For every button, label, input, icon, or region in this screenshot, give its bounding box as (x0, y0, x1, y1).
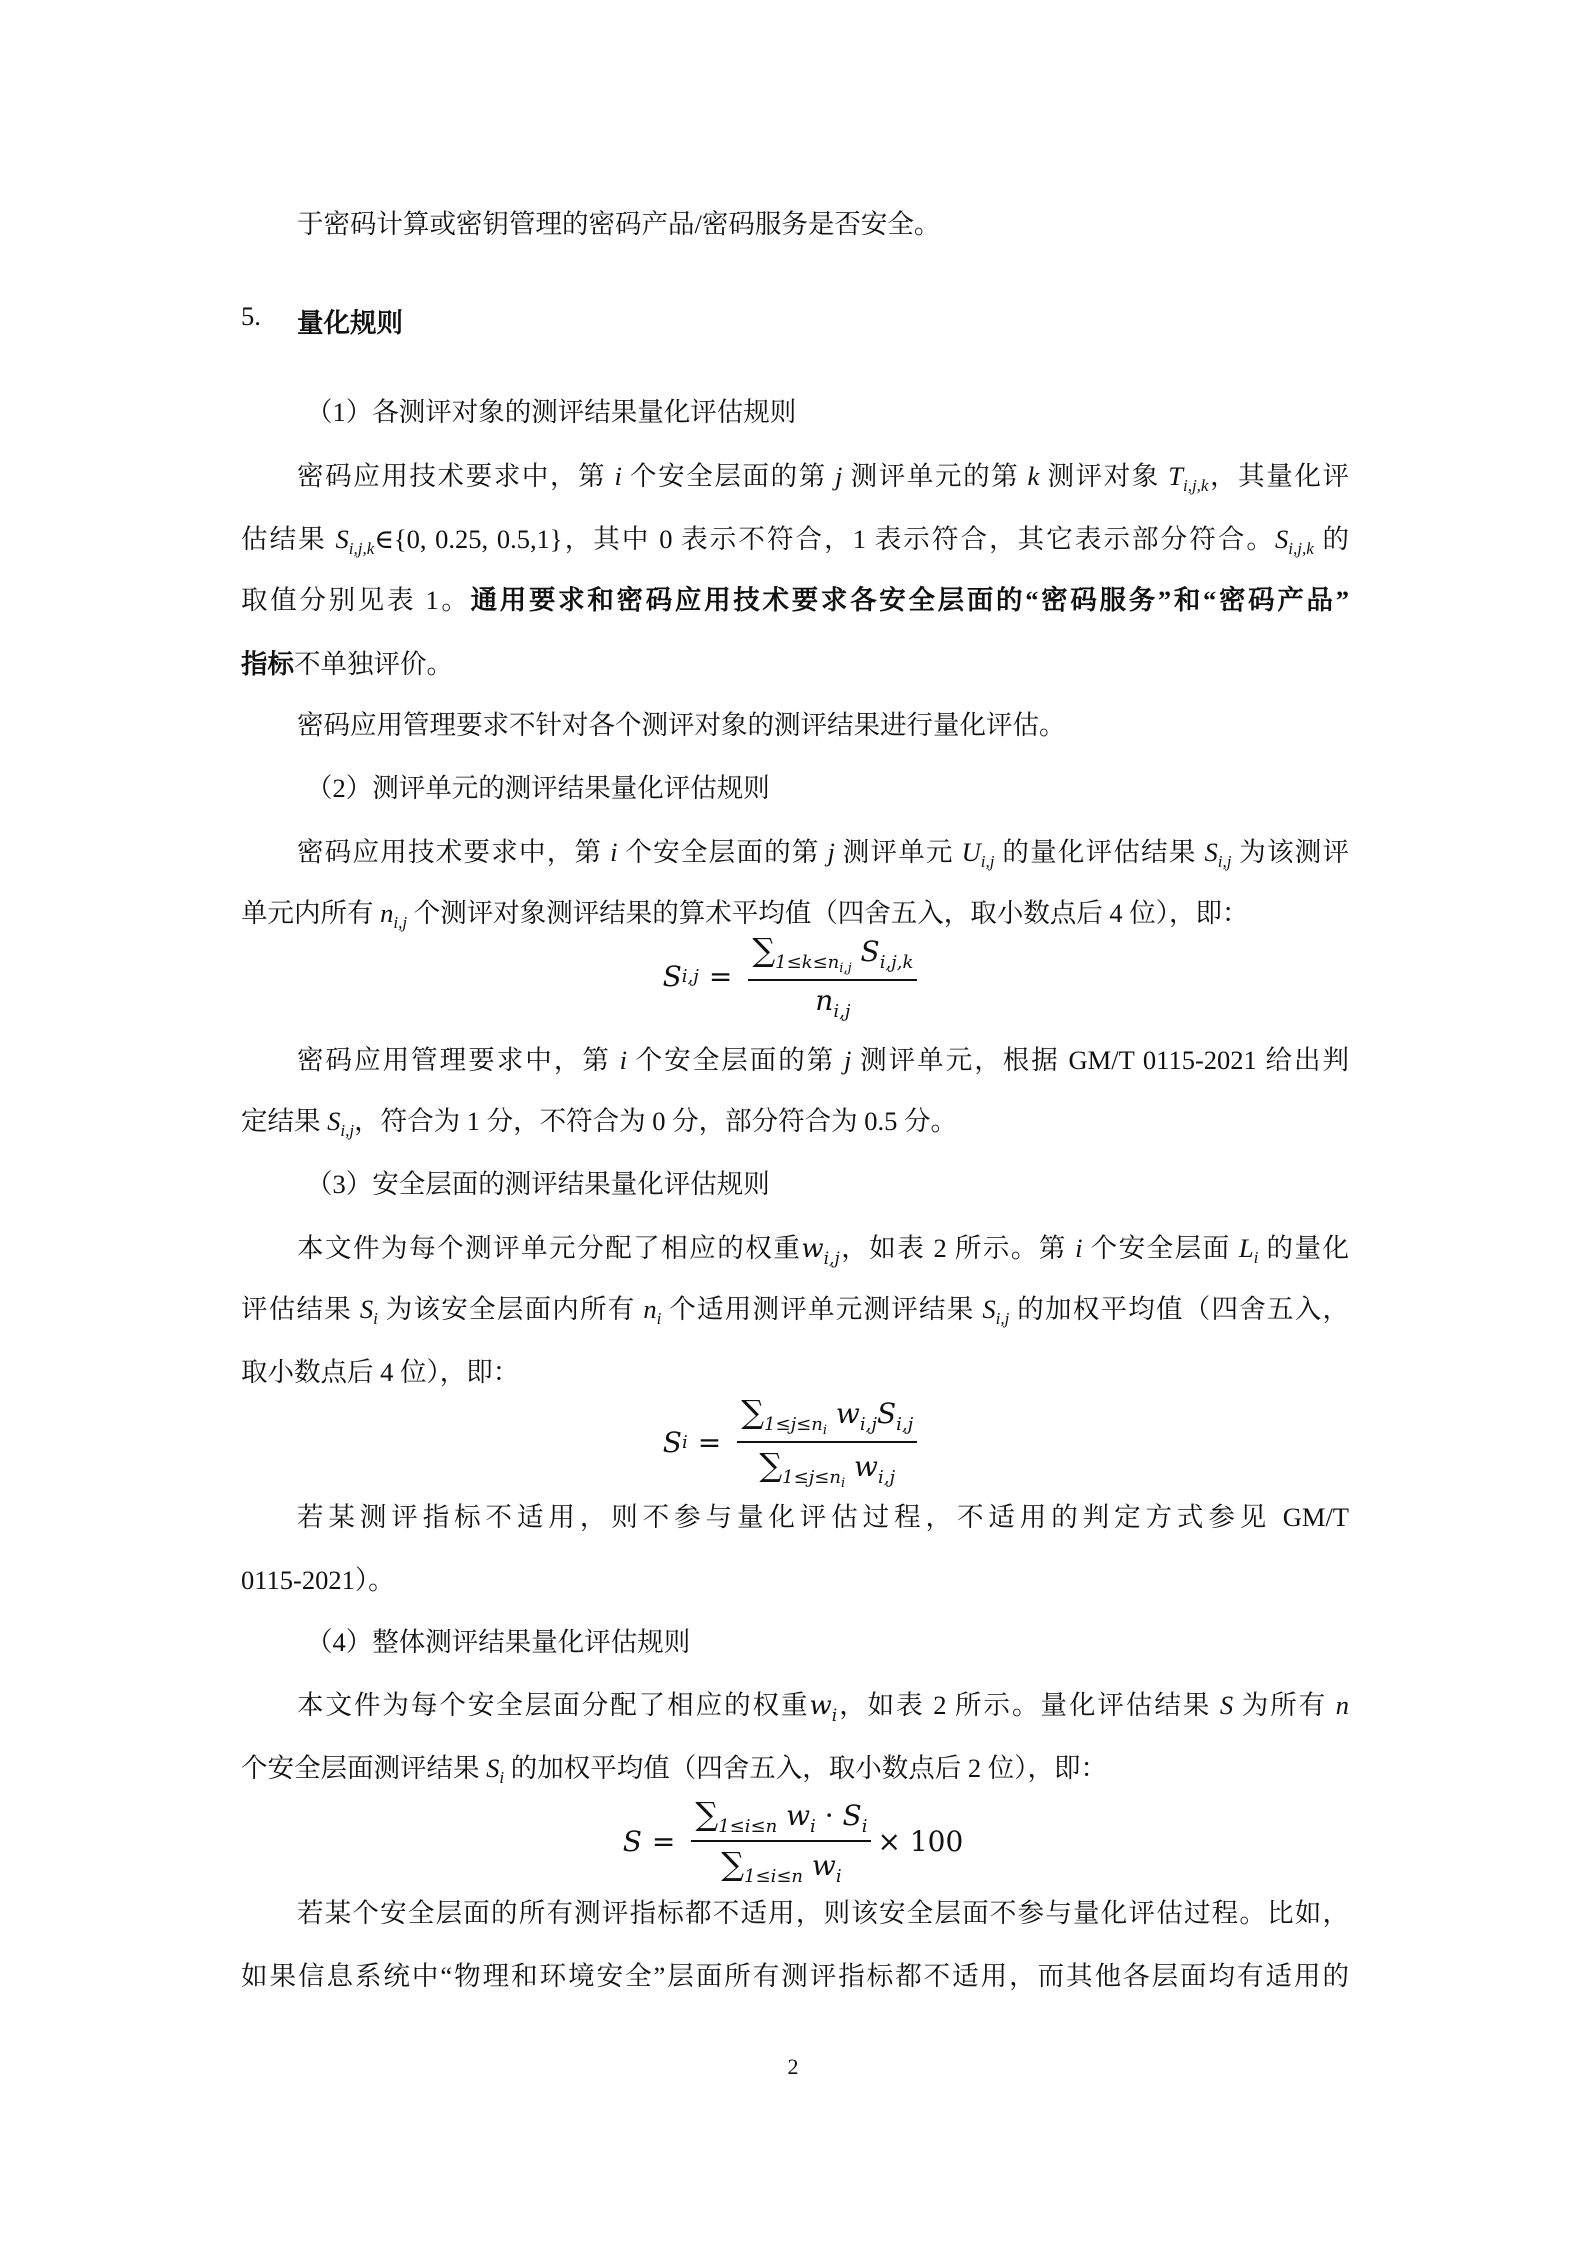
text-run: （2）测评单元的测评结果量化评估规则 (306, 773, 770, 803)
paragraph-line (297, 1042, 1349, 1078)
text-run: 为所有 (1233, 1690, 1336, 1720)
math-variable: k (1027, 461, 1040, 491)
text-run: 为该安全层面内所有 (377, 1294, 644, 1324)
subscript: 1≤j≤n (782, 1467, 841, 1488)
subscript: i,j (896, 1414, 914, 1435)
numerator (748, 931, 917, 981)
text-run: 密码应用管理要求中，第 (297, 1045, 620, 1075)
text-run: 若某测评指标不适用，则不参与量化评估过程，不适用的判定方式参见 GM/T (297, 1502, 1349, 1532)
subscript: i,j (878, 1467, 896, 1488)
math-variable: S (1275, 524, 1289, 554)
subscript: 1≤i≤n (744, 1866, 803, 1887)
subscript: i (822, 1423, 828, 1438)
math-variable: S (1204, 837, 1218, 867)
equals-sign: = (651, 1824, 676, 1858)
text-run: 本文件为每个测评单元分配了相应的权重 (297, 1233, 802, 1263)
text-run: w (803, 1849, 836, 1882)
paragraph-line (297, 458, 1349, 494)
math-variable: S (327, 1106, 341, 1136)
paragraph-line (241, 1354, 1349, 1390)
subscript: i,j (1217, 852, 1232, 871)
denominator (811, 981, 854, 1022)
bold-text: 指标 (241, 649, 294, 679)
subscript: i,j,k (1288, 539, 1314, 558)
text-run: 密码应用管理要求不针对各个测评对象的测评结果进行量化评估。 (297, 710, 1066, 740)
numerator (691, 1795, 871, 1842)
subscript: i,j,k (879, 951, 914, 973)
text-run: （1）各测评对象的测评结果量化评估规则 (306, 397, 797, 427)
text-run: 测评单元 (834, 837, 962, 867)
text-run: 的加权平均值（四舍五入， (1009, 1294, 1350, 1324)
subscript: i (810, 1816, 816, 1837)
subscript: i (681, 1431, 688, 1453)
math-variable: n (1335, 1690, 1350, 1720)
subscript: i,j (823, 1249, 840, 1269)
subscript: i,j (681, 965, 699, 987)
math-variable: j (835, 461, 843, 491)
math-variable: j (844, 1045, 852, 1075)
numerator (737, 1393, 917, 1443)
page-number: 2 (787, 2054, 799, 2079)
paragraph-line (241, 895, 1349, 931)
text-run: ∈{0, 0.25, 0.5,1}，其中 0 表示不符合，1 表示符合，其它表示部分符合。 (374, 524, 1276, 554)
fraction (748, 931, 917, 1022)
math-variable: i (610, 837, 618, 867)
text-run: ，如表 2 所示。第 (839, 1233, 1076, 1263)
subscript: i (835, 1866, 842, 1887)
subscript: 1≤j≤n (764, 1414, 823, 1435)
math-variable: S (335, 524, 349, 554)
paragraph-line (306, 1166, 1414, 1202)
subscript: i,j (393, 913, 408, 932)
equation-lhs: S (622, 1824, 642, 1858)
text-run: 定结果 (241, 1106, 328, 1136)
subscript: i,j (839, 960, 852, 976)
equals-sign: = (708, 959, 733, 993)
math-variable: S (982, 1294, 996, 1324)
text-run: ∑ (741, 1393, 765, 1431)
paragraph-line (297, 206, 1349, 242)
text-run: 个安全层面的第 (621, 461, 836, 491)
text-run: S (842, 1799, 862, 1832)
subscript: i (656, 1309, 662, 1328)
text-run: 个安全层面的第 (626, 1045, 845, 1075)
subscript: i,j,k (1182, 476, 1209, 495)
text-run: w (777, 1799, 811, 1832)
text-run: 密码应用技术要求中，第 (297, 837, 611, 867)
paragraph-line (297, 1895, 1349, 1931)
paragraph-line (297, 834, 1349, 870)
text-run: 个测评对象测评结果的算术平均值（四舍五入，取小数点后 4 位），即： (407, 898, 1249, 928)
subscript: i (831, 1706, 838, 1726)
subscript: i (861, 1816, 868, 1837)
text-run: 如果信息系统中“物理和环境安全”层面所有测评指标都不适用，而其他各层面均有适用的 (241, 1961, 1349, 1991)
equation-lhs: S (662, 959, 682, 993)
paragraph-line (241, 582, 1349, 618)
subscript: i (840, 1476, 846, 1491)
text-run: 取小数点后 4 位），即： (241, 1357, 520, 1387)
math-variable: i (619, 1045, 627, 1075)
paragraph-line (297, 1499, 1349, 1535)
text-run: 0115-2021）。 (241, 1565, 395, 1595)
subscript: 1≤k≤n (775, 951, 840, 973)
text-run: 密码应用技术要求中，第 (297, 461, 615, 491)
fraction (737, 1393, 917, 1491)
text-run: S (876, 1397, 897, 1430)
math-variable: w (809, 1691, 832, 1721)
subscript: i,j,k (348, 539, 375, 558)
text-run: 个安全层面 (1082, 1233, 1239, 1263)
text-run: ∑ (759, 1446, 783, 1484)
paragraph-line (241, 521, 1349, 557)
text-run: 不单独评价。 (294, 649, 453, 679)
subscript: i,j (340, 1121, 355, 1140)
bold-text: 通用要求和密码应用技术要求各安全层面的“密码服务”和“密码产品” (470, 585, 1350, 615)
text-run: 的量化 (1258, 1233, 1350, 1263)
text-run: ，其量化评 (1208, 461, 1350, 491)
subscript: i,j (833, 1000, 851, 1022)
math-variable: w (801, 1234, 824, 1264)
text-run: 本文件为每个安全层面分配了相应的权重 (297, 1690, 810, 1720)
subscript: i,j (995, 1309, 1010, 1328)
paragraph-line (241, 1750, 1349, 1786)
equation-lhs: S (662, 1425, 682, 1459)
paragraph-line (306, 1624, 1414, 1660)
text-run: 个安全层面测评结果 (241, 1753, 487, 1783)
subscript: 1≤i≤n (718, 1816, 778, 1837)
math-variable: i (1075, 1233, 1083, 1263)
paragraph-line (241, 1103, 1349, 1139)
text-run: 的加权平均值（四舍五入，取小数点后 2 位），即： (504, 1753, 1107, 1783)
math-variable: S (1219, 1690, 1234, 1720)
text-run: S (851, 934, 880, 968)
equation (0, 1393, 1586, 1491)
text-run: 单元内所有 (241, 898, 381, 928)
paragraph-line (241, 1958, 1349, 1994)
text-run: 评估结果 (241, 1294, 360, 1324)
text-run: n (815, 983, 834, 1017)
text-run: 估结果 (241, 524, 336, 554)
math-variable: U (961, 837, 981, 867)
text-run: （3）安全层面的测评结果量化评估规则 (306, 1169, 770, 1199)
paragraph-line (241, 646, 1349, 682)
math-variable: S (486, 1753, 500, 1783)
equals-sign: = (697, 1425, 722, 1459)
math-variable: S (359, 1294, 374, 1324)
section-title: 量化规则 (297, 308, 403, 338)
text-run: 若某个安全层面的所有测评指标都不适用，则该安全层面不参与量化评估过程。比如， (297, 1898, 1349, 1928)
paragraph-line (306, 770, 1414, 806)
text-run: 取值分别见表 1。 (241, 585, 471, 615)
text-run: 个安全层面的第 (617, 837, 828, 867)
paragraph-line (241, 1562, 1349, 1598)
text-run: ∑ (695, 1795, 719, 1833)
text-run: 的 (1313, 524, 1349, 554)
text-run: ∑ (752, 930, 776, 969)
subscript: i,j (980, 852, 995, 871)
paragraph-line (297, 707, 1349, 743)
equation (0, 1796, 1586, 1886)
paragraph-line (241, 1291, 1349, 1327)
text-run: ∑ (721, 1845, 745, 1883)
text-run: 测评单元的第 (842, 461, 1028, 491)
text-run: ，符合为 1 分，不符合为 0 分，部分符合为 0.5 分。 (354, 1106, 957, 1136)
math-variable: j (827, 837, 835, 867)
text-run: 为该测评 (1231, 837, 1350, 867)
denominator (717, 1842, 845, 1887)
text-run: w (827, 1397, 860, 1430)
fraction (691, 1795, 871, 1887)
text-run: 测评单元，根据 GM/T 0115-2021 给出判 (851, 1045, 1350, 1075)
section-number: 5. (241, 301, 261, 331)
text-run: （4）整体测评结果量化评估规则 (306, 1627, 691, 1657)
math-variable: n (380, 898, 394, 928)
denominator (755, 1443, 899, 1491)
subscript: i,j (859, 1414, 877, 1435)
paragraph-line (306, 394, 1414, 430)
equation (0, 931, 1586, 1021)
paragraph-line (297, 1230, 1350, 1269)
text-run: 测评对象 (1039, 461, 1169, 491)
subscript: i (1253, 1248, 1259, 1267)
math-variable: n (643, 1294, 657, 1324)
text-run: ，如表 2 所示。量化评估结果 (837, 1690, 1220, 1720)
text-run: · (815, 1799, 843, 1832)
math-variable: T (1168, 461, 1183, 491)
math-variable: i (614, 461, 622, 491)
paragraph-line (297, 1687, 1350, 1726)
math-variable: L (1238, 1233, 1254, 1263)
text-run: 于密码计算或密钥管理的密码产品/密码服务是否安全。 (297, 209, 941, 239)
subscript: i (499, 1768, 505, 1787)
text-run: 个适用测评单元测评结果 (661, 1294, 983, 1324)
subscript: i (373, 1309, 378, 1328)
text-run: 的量化评估结果 (994, 837, 1205, 867)
text-run: w (845, 1450, 879, 1483)
multiplier: × 100 (877, 1824, 964, 1858)
